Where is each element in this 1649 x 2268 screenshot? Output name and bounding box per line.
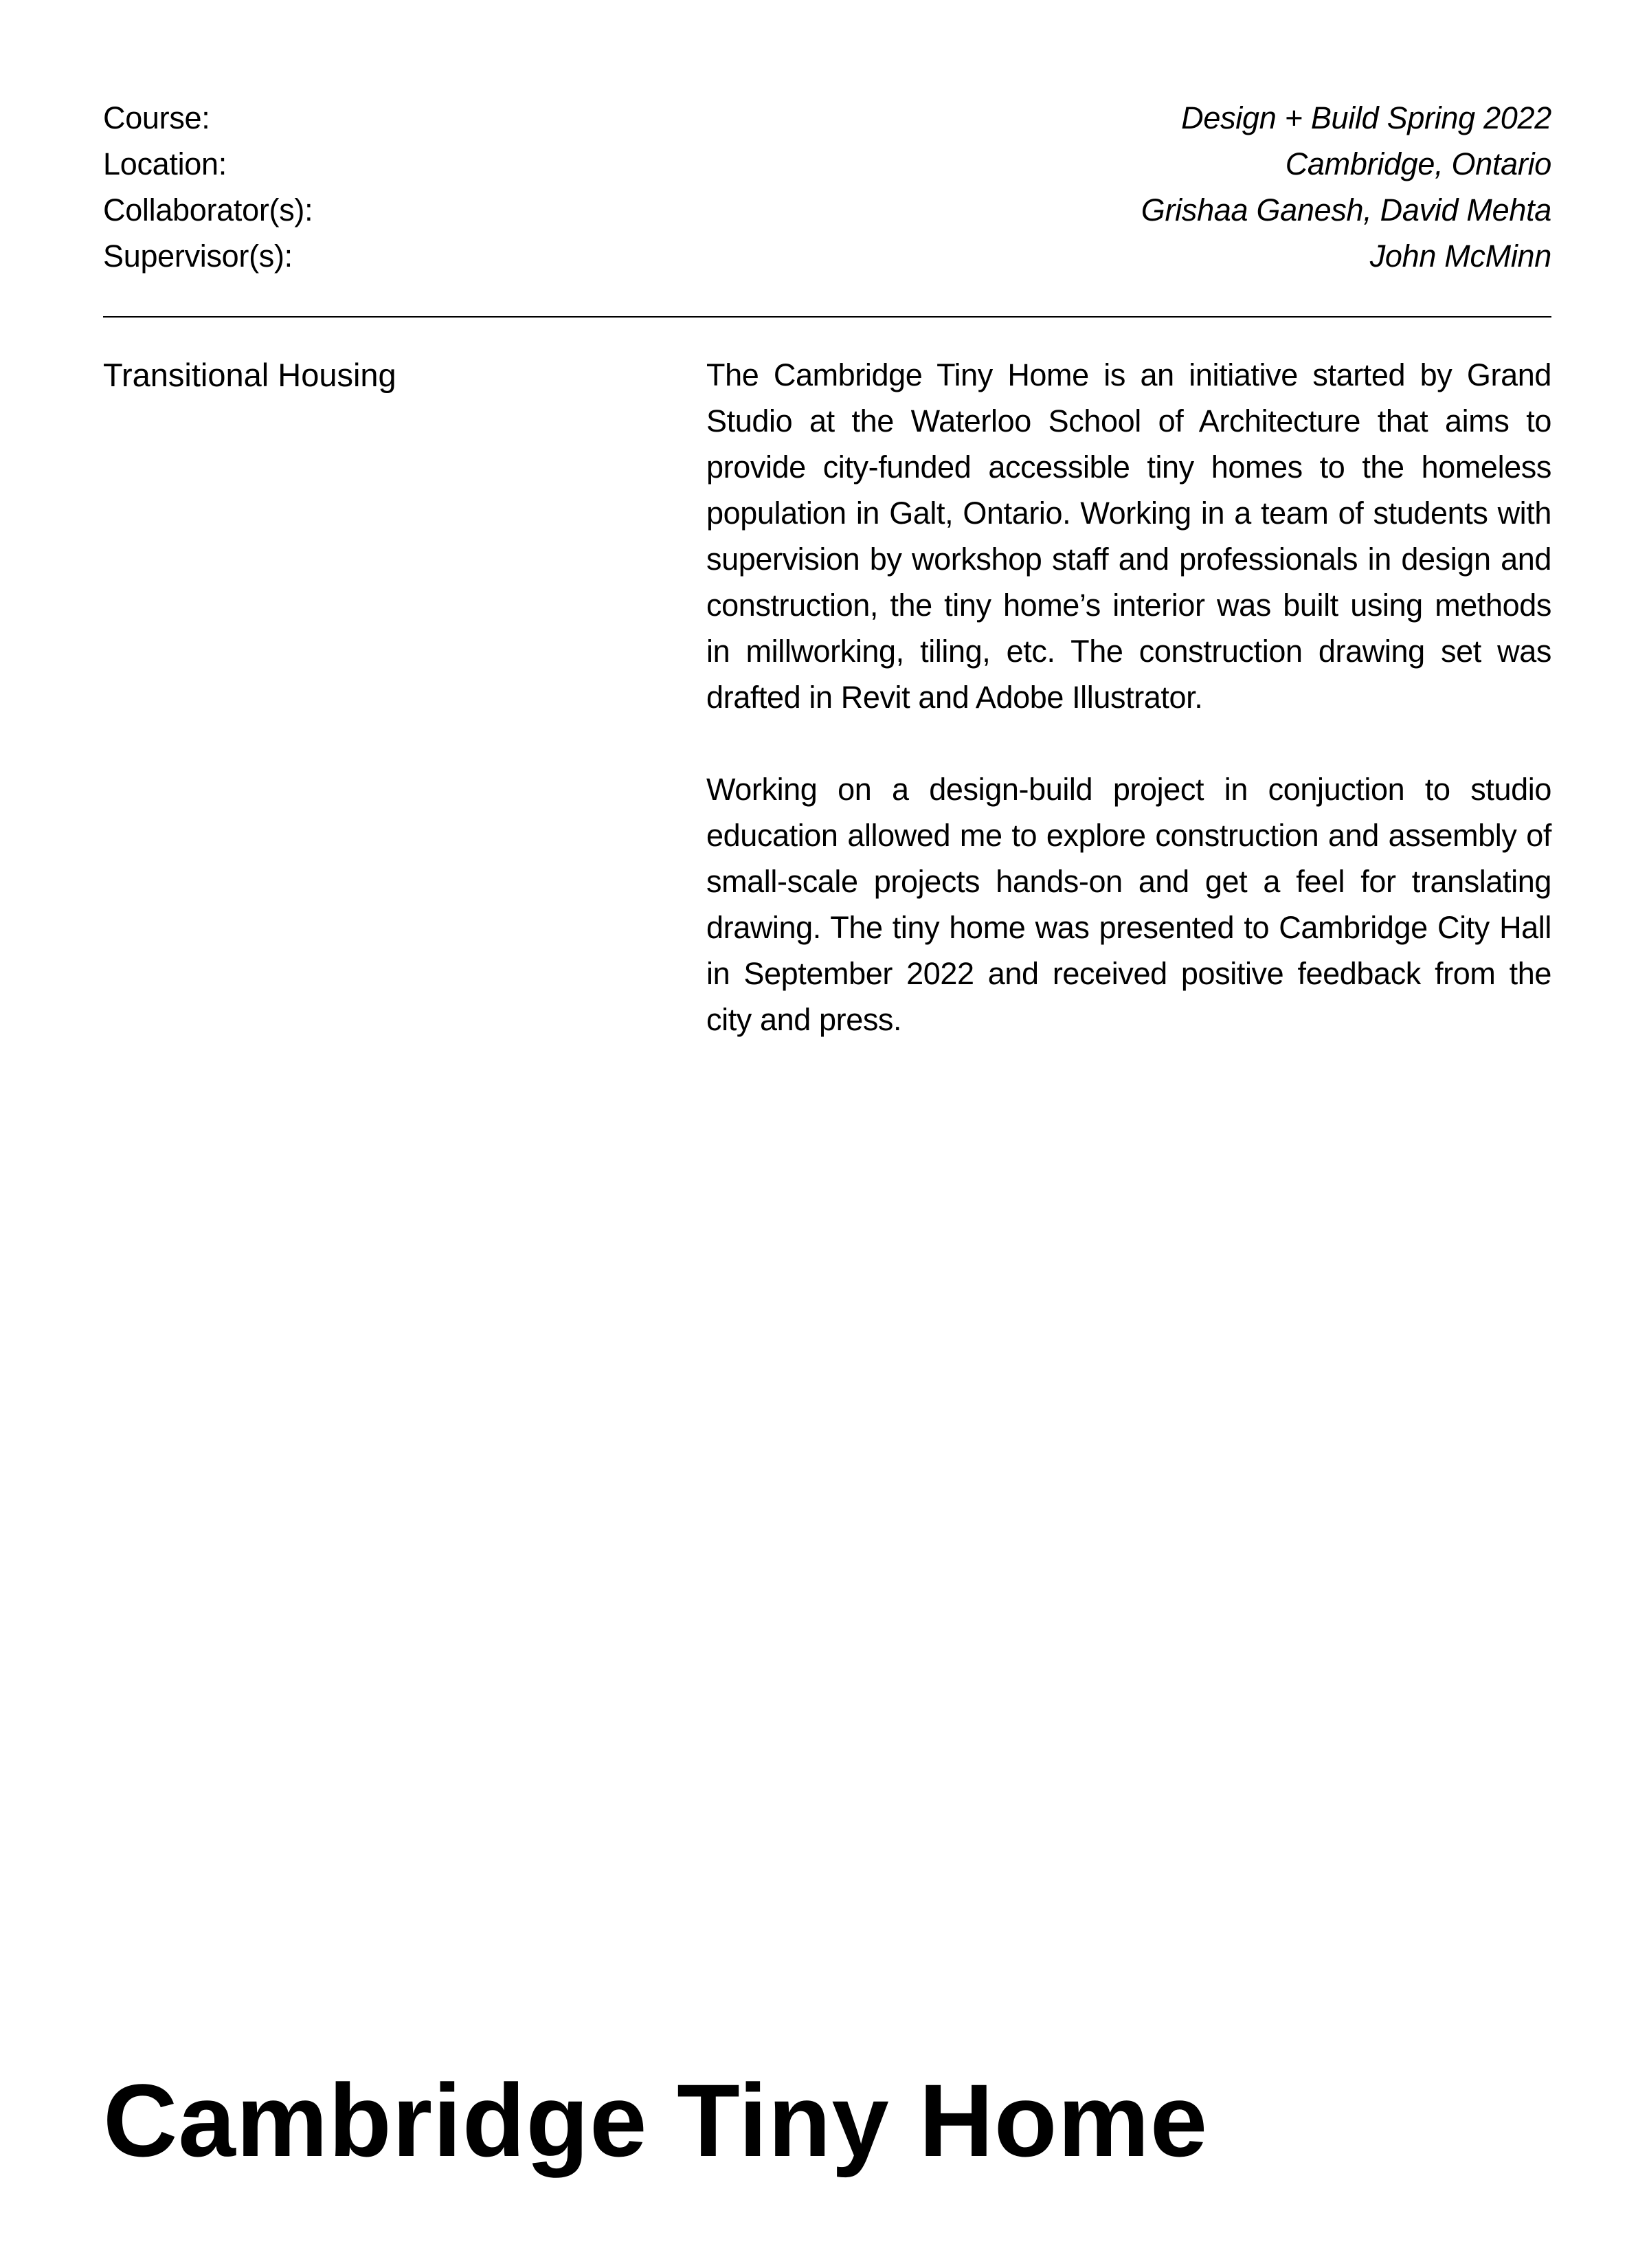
- divider-rule: [103, 316, 1551, 318]
- project-category: Transitional Housing: [103, 357, 396, 393]
- meta-row-location: [103, 141, 1551, 187]
- meta-row-course: [103, 95, 1551, 141]
- meta-row-supervisors: [103, 233, 1551, 279]
- meta-row-collaborators: [103, 187, 1551, 233]
- collaborators-value: Grishaa Ganesh, David Mehta: [1141, 192, 1551, 227]
- project-meta: [103, 95, 1551, 279]
- course-label: Course:: [103, 100, 210, 135]
- project-description: [706, 352, 1551, 1089]
- location-label: Location:: [103, 146, 227, 181]
- location-value: Cambridge, Ontario: [1285, 146, 1551, 181]
- supervisors-value: John McMinn: [1369, 238, 1551, 274]
- supervisors-label: Supervisor(s):: [103, 238, 293, 274]
- course-value: Design + Build Spring 2022: [1181, 100, 1551, 135]
- description-paragraph-1: The Cambridge Tiny Home is an initiative started by Grand Studio at the Waterloo School of Architecture that aims to provide city-funded accessible tiny homes to the homeless population in Galt, Ontario. Working in a team of students with supervision by workshop staff and professionals in design and construction, the tiny home’s interior was built using methods in millworking, tiling, etc. The construction drawing set was drafted in Revit and Adobe Illustrator.: [706, 357, 1551, 715]
- description-paragraph-2: Working on a design-build project in conjuction to studio education allowed me to explore construction and assembly of small-scale projects hands-on and get a feel for translating drawing. The tiny home was presented to Cambridge City Hall in September 2022 and received positive feedback from the city and press.: [706, 772, 1551, 1037]
- project-title: Cambridge Tiny Home: [103, 2063, 1209, 2178]
- collaborators-label: Collaborator(s):: [103, 192, 313, 227]
